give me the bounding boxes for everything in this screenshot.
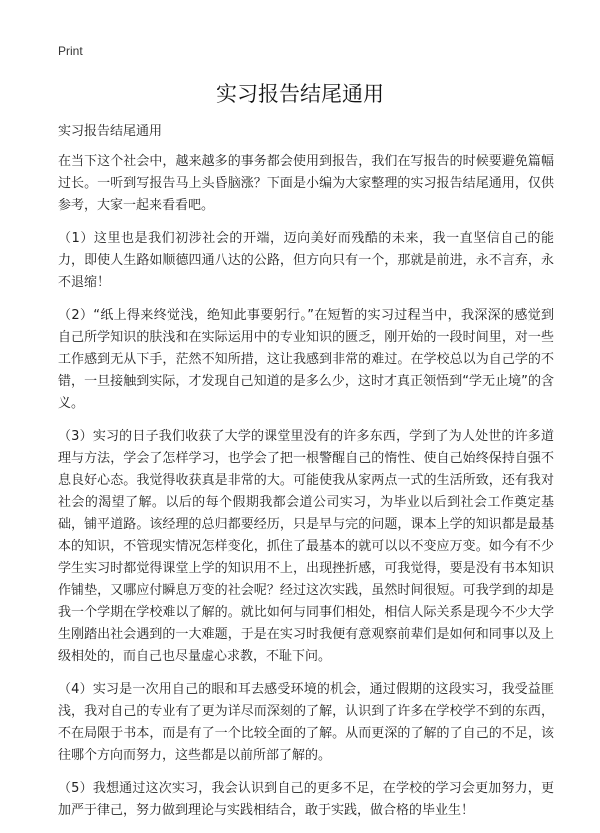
paragraph-1: （1）这里也是我们初涉社会的开端，迈向美好而残酷的未来，我一直坚信自己的能力，即使人生路如顺德四通八达的公路，但方向只有一个，那就是前进，永不言弃，永不退缩！ xyxy=(58,231,554,290)
paragraph-3: （3）实习的日子我们收获了大学的课堂里没有的许多东西，学到了为人处世的许多道理与方法，学会了怎样学习，也学会了把一根警醒自己的惰性、使自己始终保持自强不息良好心态。我觉得收获真是非常的大。可能使我从家两点一式的生活所致，还有我对社会的渴望了解。以后的每个假期我都会道公司实习，为毕业以后到社会工作奠定基础，铺平道路。该经理的总归都要经历，只是早与完的问题，课本上学的知识都是最基本的知识，不管现实情况怎样变化，抓住了最基本的就可以以不变应万变。如今有不少学生实习时都觉得课堂上学的知识用不上，出现挫折感，可我觉得，要是没有书本知识作铺垫，又哪应付瞬息万变的社会呢？经过这次实践，虽然时间很短。可我学到的却是我一个学期在学校难以了解的。就比如何与同事们相处，相信人际关系是现今不少大学生刚踏出社会遇到的一大难题，于是在实习时我便有意观察前辈们是如何和同事以及上级相处的，而自己也尽量虚心求教，不耻下问。 xyxy=(58,429,554,664)
print-link[interactable]: Print xyxy=(58,44,83,58)
document-title: 实习报告结尾通用 xyxy=(216,82,384,106)
paragraph-intro: 在当下这个社会中，越来越多的事务都会使用到报告，我们在写报告的时候要避免篇幅过长。一听到写报告马上头昏脑涨？下面是小编为大家整理的实习报告结尾通用，仅供参考，大家一起来看看吧。 xyxy=(58,154,554,213)
paragraph-2: （2）“纸上得来终觉浅，绝知此事要躬行。”在短暂的实习过程当中，我深深的感觉到自己所学知识的肤浅和在实际运用中的专业知识的匮乏，刚开始的一段时间里，对一些工作感到无从下手，茫然不知所措，这让我感到非常的难过。在学校总以为自己学的不错，一旦接触到实际，才发现自己知道的是多么少，这时才真正领悟到“学无止境”的含义。 xyxy=(58,308,554,411)
document-body xyxy=(58,121,554,833)
paragraph-5: （5）我想通过这次实习，我会认识到自己的更多不足，在学校的学习会更加努力，更加严于律己，努力做到理论与实践相结合，敢于实践，做合格的毕业生！ xyxy=(58,781,554,818)
document-subtitle: 实习报告结尾通用 xyxy=(58,124,163,139)
paragraph-4: （4）实习是一次用自己的眼和耳去感受环境的机会，通过假期的这段实习，我受益匪浅，我对自己的专业有了更为详尽而深刻的了解，认识到了许多在学校学不到的东西，不在局限于书本，而是有了一个比较全面的了解。从而更深的了解的了自己的不足，该往哪个方向而努力，这些都是以前所部了解的。 xyxy=(58,682,554,763)
